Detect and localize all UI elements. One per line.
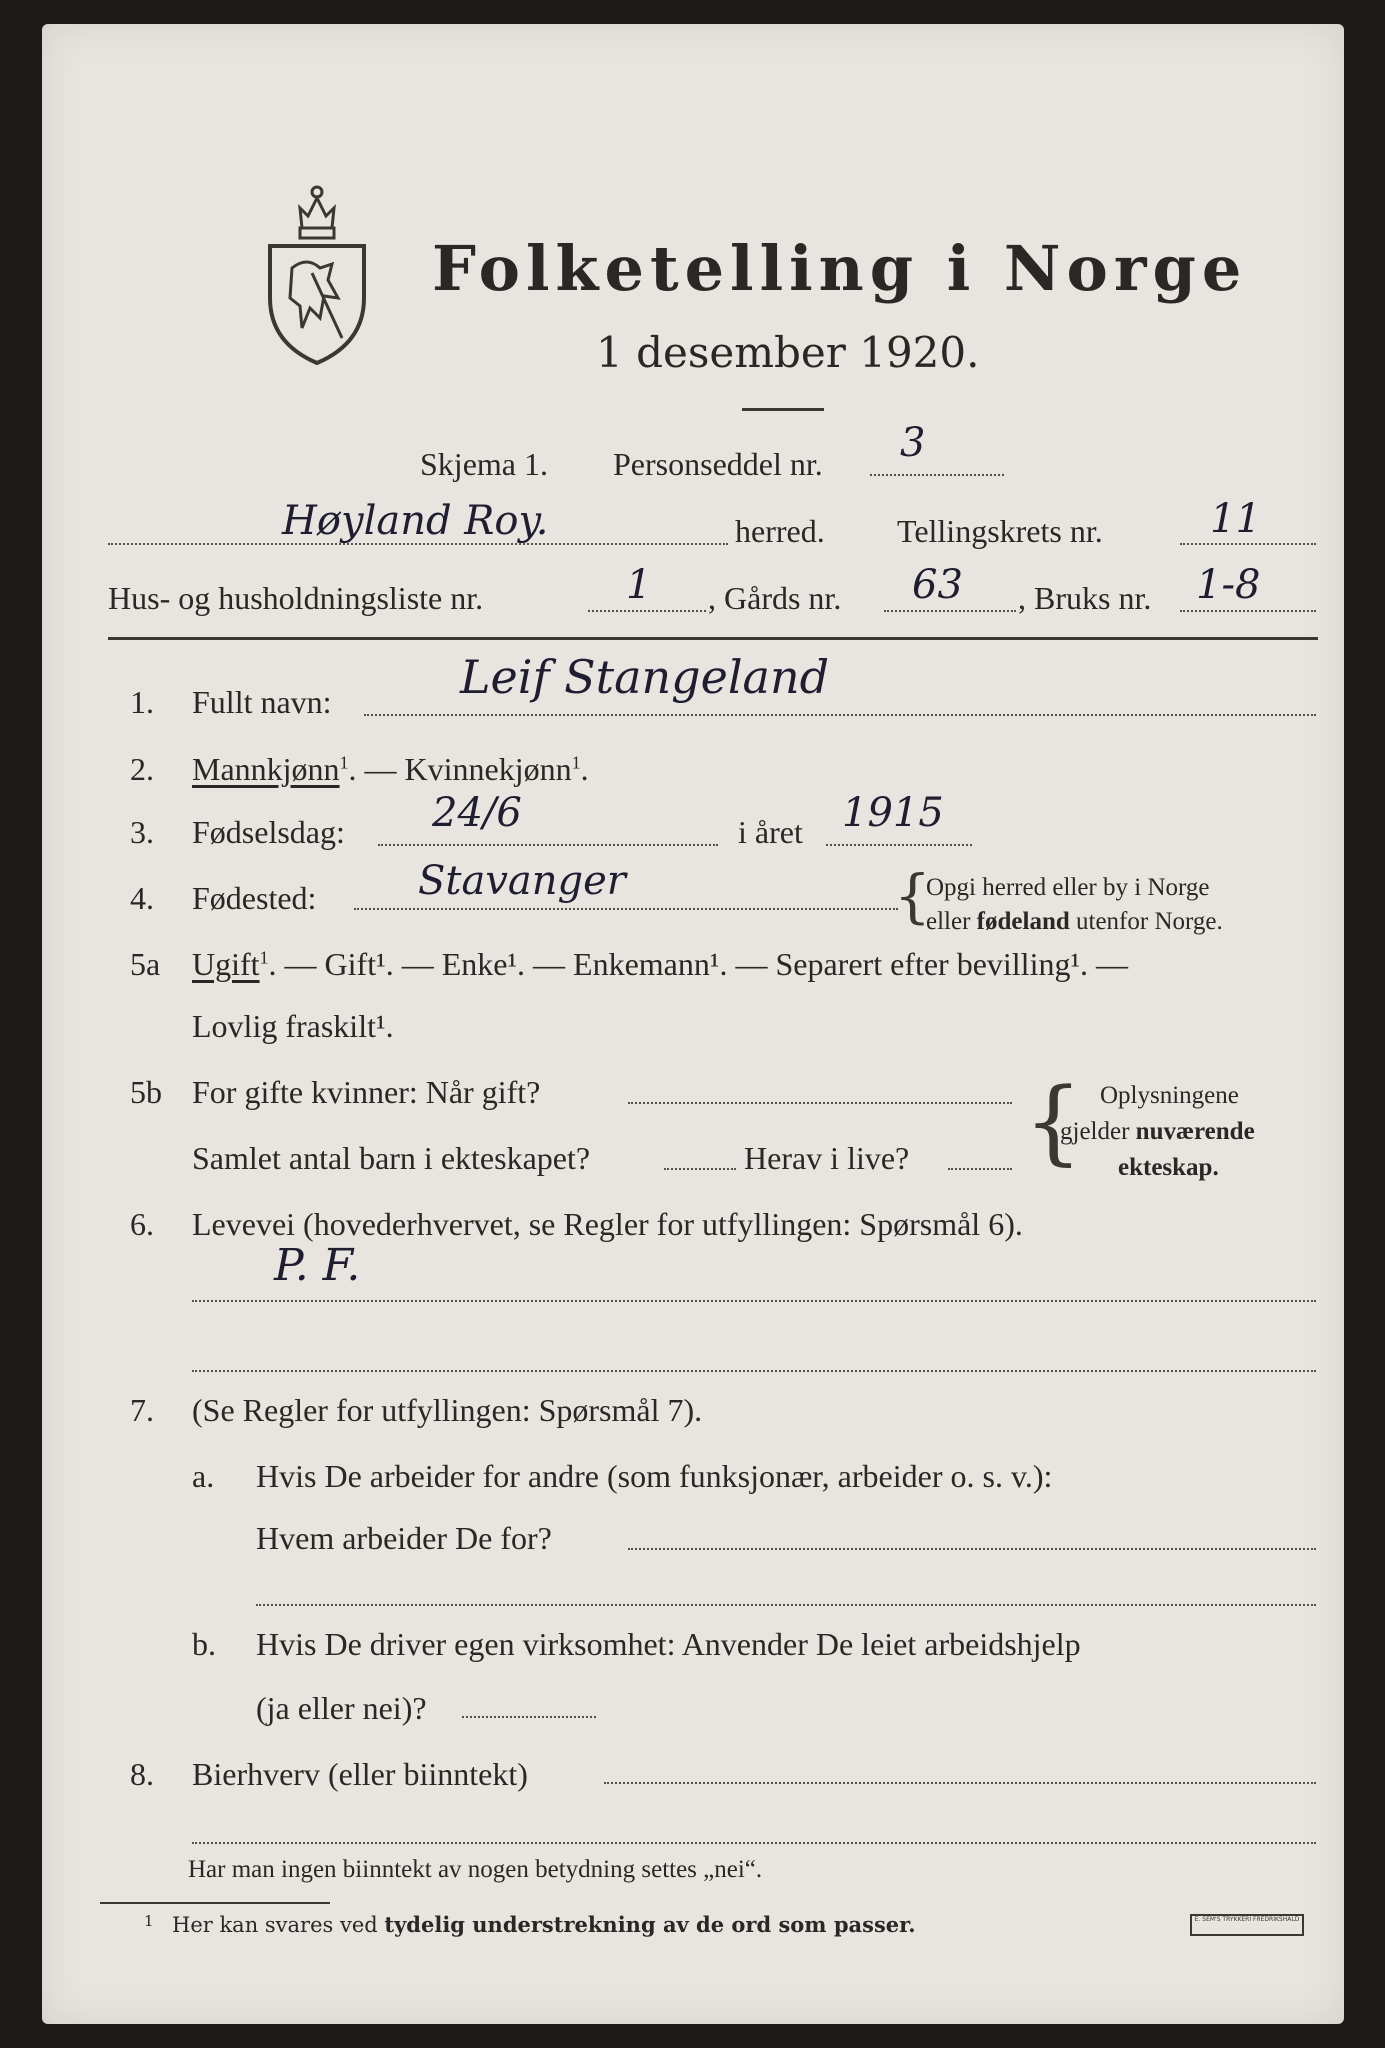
bruks-field[interactable]	[1180, 610, 1316, 612]
q8-number: 8.	[130, 1756, 154, 1792]
q5a-number: 5a	[130, 946, 161, 982]
superscript: 1	[339, 752, 349, 773]
q5b-label3: Herav i live?	[744, 1140, 910, 1176]
skjema-label: Skjema 1.	[420, 446, 548, 482]
tellingskrets-value: 11	[1210, 496, 1261, 542]
footnote-text	[172, 1912, 916, 1937]
q7a-line1: Hvis De arbeider for andre (som funksjonær, arbeider o. s. v.):	[256, 1458, 1053, 1494]
herred-label: herred.	[735, 513, 825, 549]
side-income-field-2[interactable]	[192, 1842, 1316, 1844]
tellingskrets-field[interactable]	[1180, 543, 1316, 545]
superscript: 1	[571, 752, 581, 773]
q5b-number: 5b	[130, 1074, 162, 1110]
q5b-note2	[1060, 1118, 1255, 1146]
side-income-note: Har man ingen biinntekt av nogen betydning settes „nei“.	[188, 1856, 763, 1883]
footnote-rule	[100, 1902, 330, 1904]
q4-number: 4.	[130, 880, 154, 916]
hus-label: Hus- og husholdningsliste nr.	[108, 580, 484, 616]
personseddel-value: 3	[900, 420, 926, 466]
full-name-field[interactable]	[364, 714, 1316, 716]
q1-number: 1.	[130, 684, 154, 720]
occupation-field-2[interactable]	[192, 1370, 1316, 1372]
year-label: i året	[738, 814, 803, 850]
q5b-note1: Oplysningene	[1100, 1082, 1239, 1109]
q4-note2-pre: eller	[926, 908, 977, 935]
q5b-note2-pre: gjelder	[1060, 1118, 1136, 1145]
q7a-line2: Hvem arbeider De for?	[256, 1520, 552, 1556]
birthplace-value: Stavanger	[418, 858, 626, 904]
header-rule	[108, 637, 1318, 640]
q2-gender	[192, 751, 589, 788]
q4-note-line2	[926, 908, 1223, 936]
q5b-note3: ekteskap.	[1118, 1154, 1219, 1181]
q8-label: Bierhverv (eller biinntekt)	[192, 1756, 528, 1792]
q7a-letter: a.	[192, 1458, 215, 1494]
q5b-brace: {	[1024, 1068, 1083, 1175]
herred-value: Høyland Roy.	[282, 498, 549, 544]
bruks-label: , Bruks nr.	[1018, 580, 1152, 616]
q4-note-line1: Opgi herred eller by i Norge	[926, 874, 1210, 901]
year-value: 1915	[842, 790, 944, 836]
q5b-label2: Samlet antal barn i ekteskapet?	[192, 1140, 591, 1176]
q7b-letter: b.	[192, 1626, 216, 1662]
side-income-field-1[interactable]	[604, 1782, 1316, 1784]
female-option[interactable]: Kvinnekjønn	[404, 751, 572, 787]
footnote-pre: Her kan svares ved	[172, 1913, 385, 1937]
occupation-value: P. F.	[274, 1240, 361, 1291]
q6-number: 6.	[130, 1206, 154, 1242]
q5a-line1	[192, 946, 1128, 983]
employer-field-2[interactable]	[256, 1604, 1316, 1606]
q4-brace: {	[894, 862, 931, 930]
full-name-value: Leif Stangeland	[460, 650, 830, 704]
q5b-label1: For gifte kvinner: Når gift?	[192, 1074, 541, 1110]
q6-label: Levevei (hovederhvervet, se Regler for utfyllingen: Spørsmål 6).	[192, 1206, 1023, 1242]
q1-label: Fullt navn:	[192, 684, 332, 720]
q3-number: 3.	[130, 814, 154, 850]
q5a-line2[interactable]: Lovlig fraskilt¹.	[192, 1008, 394, 1044]
children-count-field[interactable]	[664, 1168, 736, 1170]
hired-help-field[interactable]	[462, 1716, 596, 1718]
married-when-field[interactable]	[628, 1102, 1012, 1104]
personseddel-label: Personseddel nr.	[613, 446, 823, 482]
q7b-line2: (ja eller nei)?	[256, 1690, 427, 1726]
bruks-value: 1-8	[1196, 562, 1261, 608]
birthplace-field[interactable]	[354, 908, 898, 910]
ugift-option[interactable]: Ugift	[192, 946, 260, 982]
personseddel-field[interactable]	[870, 474, 1004, 476]
footnote-bold: tydelig understrekning av de ord som passer.	[384, 1912, 916, 1937]
q2-separator: . —	[348, 751, 405, 787]
q7b-line1: Hvis De driver egen virksomhet: Anvender De leiet arbeidshjelp	[256, 1626, 1081, 1662]
q4-label: Fødested:	[192, 880, 317, 916]
occupation-field-1[interactable]	[192, 1300, 1316, 1302]
q2-end: .	[580, 751, 589, 787]
superscript: 1	[259, 947, 269, 968]
employer-field-1[interactable]	[628, 1548, 1316, 1550]
q4-note2-post: utenfor Norge.	[1069, 908, 1223, 935]
coat-of-arms-icon	[262, 168, 372, 368]
hus-field[interactable]	[588, 610, 706, 612]
q3-label: Fødselsdag:	[192, 814, 345, 850]
form-title: Folketelling i Norge	[432, 232, 1248, 305]
tellingskrets-label: Tellingskrets nr.	[897, 513, 1103, 549]
printer-stamp	[1190, 1914, 1304, 1936]
footnote-mark: 1	[144, 1912, 154, 1930]
birthday-field[interactable]	[378, 844, 718, 846]
gards-label: , Gårds nr.	[708, 580, 842, 616]
title-divider	[742, 408, 824, 411]
children-alive-field[interactable]	[948, 1168, 1012, 1170]
gards-field[interactable]	[884, 610, 1016, 612]
hus-value: 1	[626, 562, 652, 608]
birthday-value: 24/6	[432, 790, 522, 836]
q7-label: (Se Regler for utfyllingen: Spørsmål 7).	[192, 1392, 703, 1428]
year-field[interactable]	[826, 844, 972, 846]
q4-note2-bold: fødeland	[976, 908, 1070, 935]
census-date: 1 desember 1920.	[596, 328, 980, 377]
q7-number: 7.	[130, 1392, 154, 1428]
marital-options[interactable]: . — Gift¹. — Enke¹. — Enkemann¹. — Separert efter bevilling¹. —	[268, 946, 1129, 982]
printer-stamp-text: E. SEM'S TRYKKERI FREDRIKSHALD	[1194, 1916, 1300, 1923]
q5b-note2-bold: nuværende	[1135, 1118, 1255, 1145]
q2-number: 2.	[130, 751, 154, 787]
male-option[interactable]: Mannkjønn	[192, 751, 340, 787]
gards-value: 63	[912, 562, 963, 608]
